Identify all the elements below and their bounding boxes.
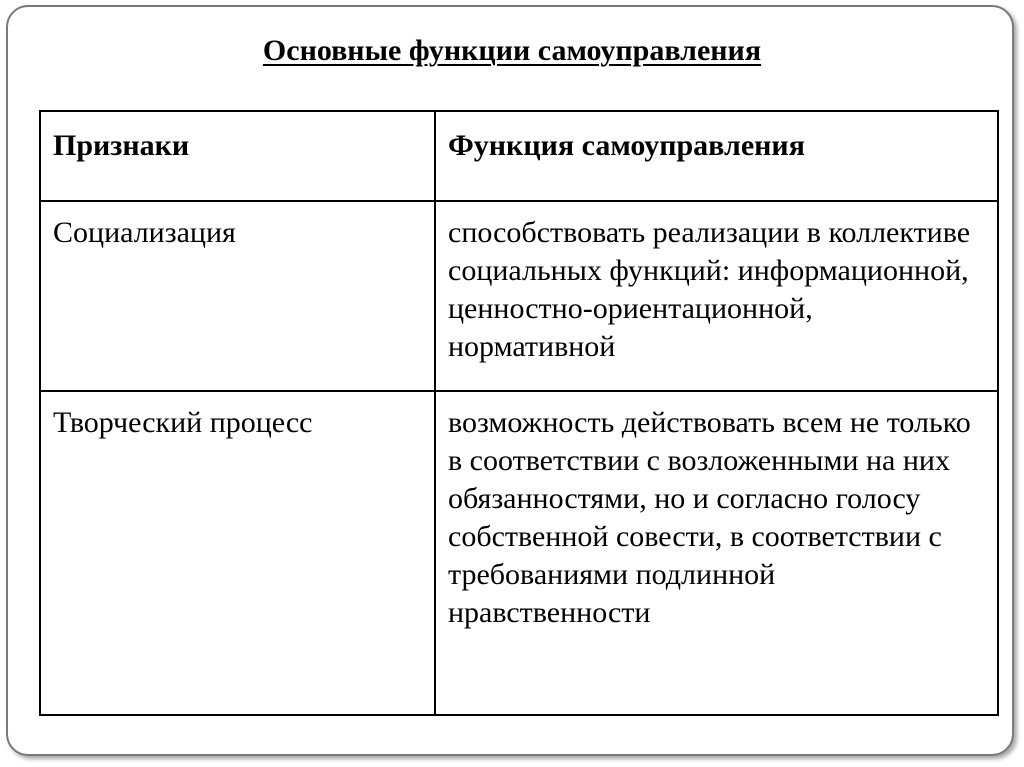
feature-cell: Социализация (40, 201, 435, 391)
function-cell: способствовать реализации в коллективе социальных функций: информационной, ценностно-ориентационной, нормативной (435, 201, 998, 391)
slide-frame (6, 5, 1014, 756)
feature-cell: Творческий процесс (40, 391, 435, 715)
functions-table (39, 110, 999, 716)
slide-title (8, 31, 1016, 71)
table-row (40, 201, 998, 391)
header-features: Признаки (40, 111, 435, 201)
table-row (40, 391, 998, 715)
table-header-row (40, 111, 998, 201)
slide-title-text: Основные функции самоуправления (262, 34, 762, 67)
function-cell: возможность действовать всем не только в соответствии с возложенными на них обязанностями, но и согласно голосу собственной совести, в соответствии с требованиями подлинной нравственности (435, 391, 998, 715)
header-function: Функция самоуправления (435, 111, 998, 201)
